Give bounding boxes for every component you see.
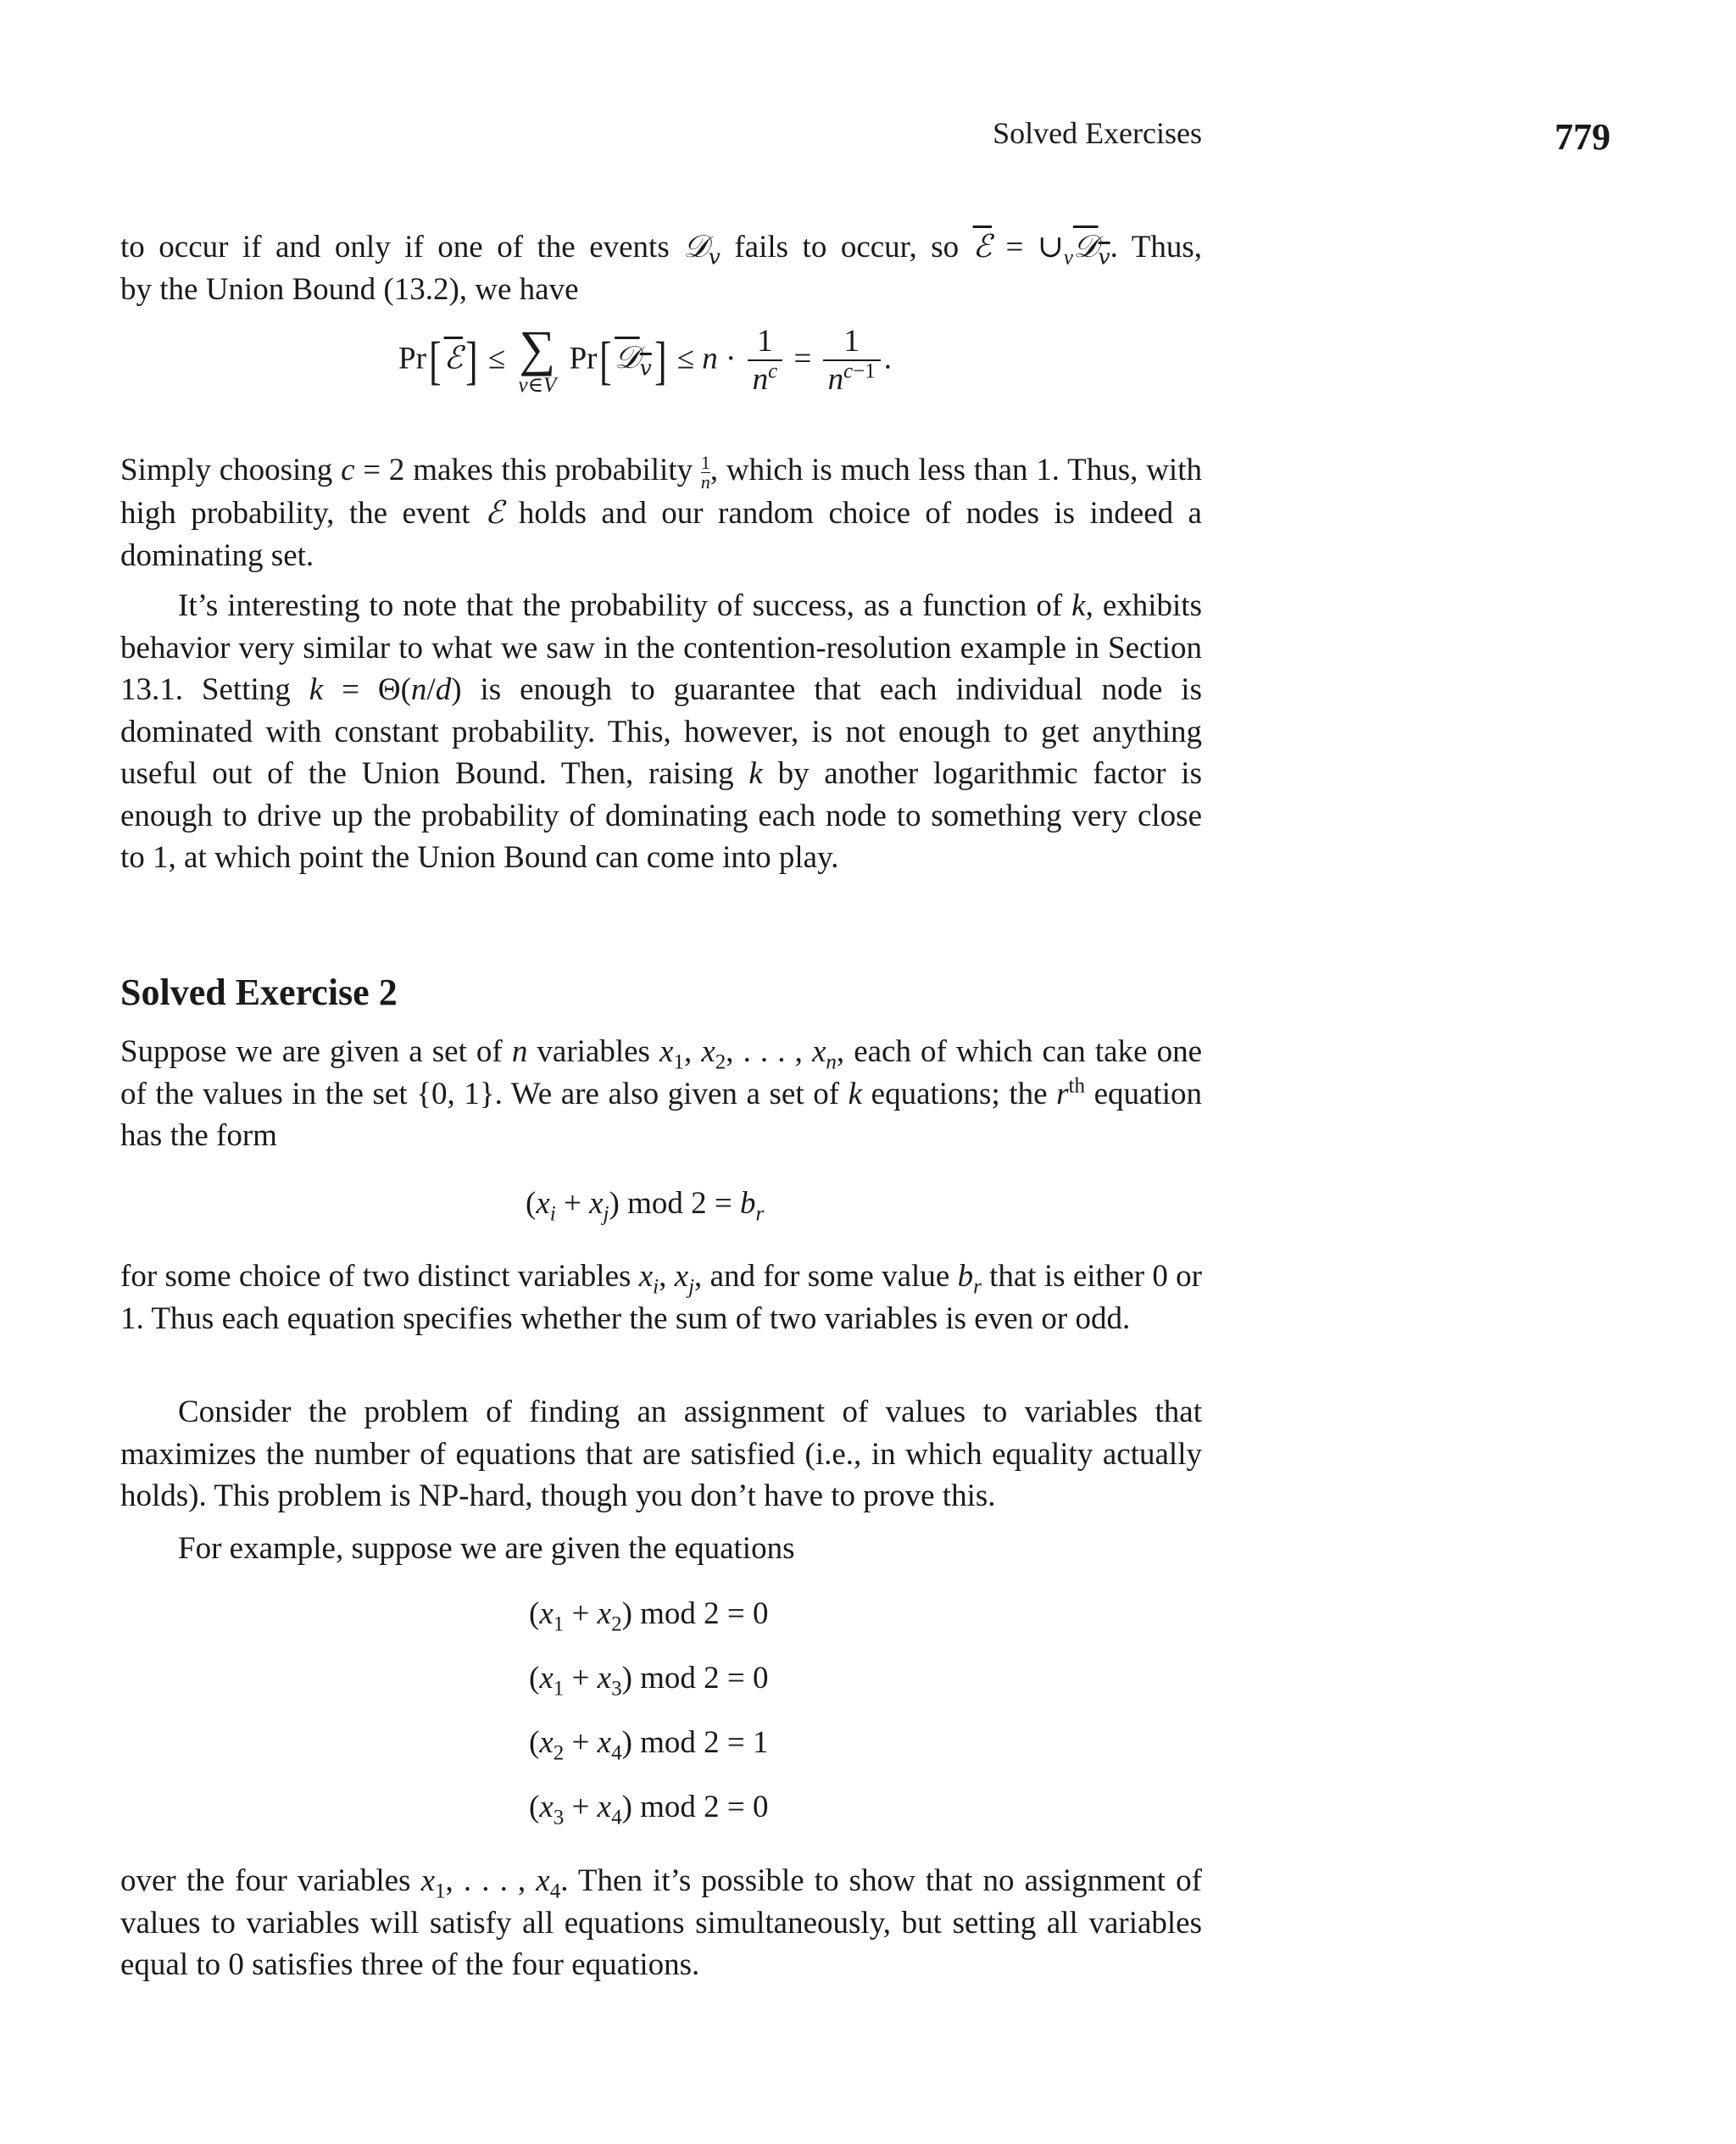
math-pr: Pr: [398, 341, 426, 376]
display-equation-union-bound: Pr[ℰ] ≤ ∑ v∈V Pr[𝒟$_v$] ≤ n · $\frac{1}{n^c}$ = $\frac{1}{n^{c-1}}$ .: [398, 320, 893, 397]
paragraph-5: for some choice of two distinct variables $x_i$, $x_j$, and for some value $b_r$ that is either 0 or 1. Thus each equation specifies whether the sum of two variables is even or odd.: [120, 1259, 1202, 1336]
paragraph-7: For example, suppose we are given the equations: [178, 1531, 795, 1566]
math-pr: Pr: [569, 341, 598, 376]
math-fraction-1-over-n: $\frac{1}{n}$: [700, 452, 710, 493]
display-equation-general-form: $(x_i + x_j)$ mod $2 = b_r$: [526, 1186, 765, 1226]
equation-row: $(x_3 + x_4)$ mod 2 = 0: [529, 1790, 769, 1829]
math-leq: ≤: [676, 341, 694, 376]
text-run: to occur if and only if one of the events: [120, 230, 684, 265]
page-number: 779: [1555, 116, 1611, 158]
math-D-v-bar: 𝒟$_v$: [1073, 228, 1110, 270]
text-run: fails to occur, so: [720, 230, 973, 265]
paragraph-6: Consider the problem of finding an assignment of values to variables that maximizes the number of equations that are satisfied (i.e., in which equality actually holds). This problem is NP-hard, though you don’t have to prove this.: [120, 1395, 1202, 1513]
paragraph-3: It’s interesting to note that the probability of success, as a function of k, exhibits behavior very similar to what we saw in the contention-resolution example in Section 13.1. Setting k = Θ(n/d) is enough to guarantee that each individual node is dominated with constant probability. This, however, is not enough to get anything useful out of the Union Bound. Then, raising k by another logarithmic factor is enough to drive up the probability of dominating each node to something very close to 1, at which point the Union Bound can come into play.: [120, 588, 1202, 875]
paragraph-4: Suppose we are given a set of n variables $x_1$, $x_2$, . . . , $x_n$, each of which can take one of the values in the set {0, 1}. We are also given a set of k equations; the $r^{th}$ equation has the form: [120, 1034, 1203, 1153]
equations-list: [529, 1582, 769, 1840]
math-sum: ∑ v∈V: [518, 320, 557, 397]
equation-row: $(x_1 + x_3)$ mod 2 = 0: [529, 1661, 769, 1701]
math-fraction-1: $\frac{1}{n^c}$: [748, 324, 783, 398]
math-E-bar: ℰ: [972, 228, 993, 265]
math-fraction-2: $\frac{1}{n^{c-1}}$: [823, 324, 881, 398]
paragraph-2: Simply choosing c = 2 makes this probability $\frac{1}{n}$ , which is much less than 1. Thus, with high probability, the event ℰ holds and our random choice of nodes is indeed a dominating set.: [120, 452, 1202, 573]
paragraph-1: to occur if and only if one of the events 𝒟$_v$ fails to occur, so ℰ = $\cup_v𝒟_v$. Thus, by the Union Bound (13.2), we have: [120, 226, 1202, 310]
math-leq: ≤: [487, 341, 506, 376]
text-run: . Thus,: [1110, 230, 1202, 265]
equation-row: $(x_1 + x_2)$ mod 2 = 0: [529, 1596, 769, 1636]
paragraph-8: over the four variables $x_1$, . . . , $x_4$. Then it’s possible to show that no assignment of values to variables will satisfy all equations simultaneously, but setting all variables equal to 0 satisfies three of the four equations.: [120, 1863, 1203, 1982]
math-D-v: 𝒟$_v$: [683, 228, 721, 270]
equation-row: $(x_2 + x_4)$ mod 2 = 1: [529, 1725, 769, 1765]
running-head: Solved Exercises: [993, 116, 1202, 150]
section-heading: Solved Exercise 2: [120, 972, 398, 1013]
paragraph-1-line-2: by the Union Bound (13.2), we have: [120, 271, 579, 307]
